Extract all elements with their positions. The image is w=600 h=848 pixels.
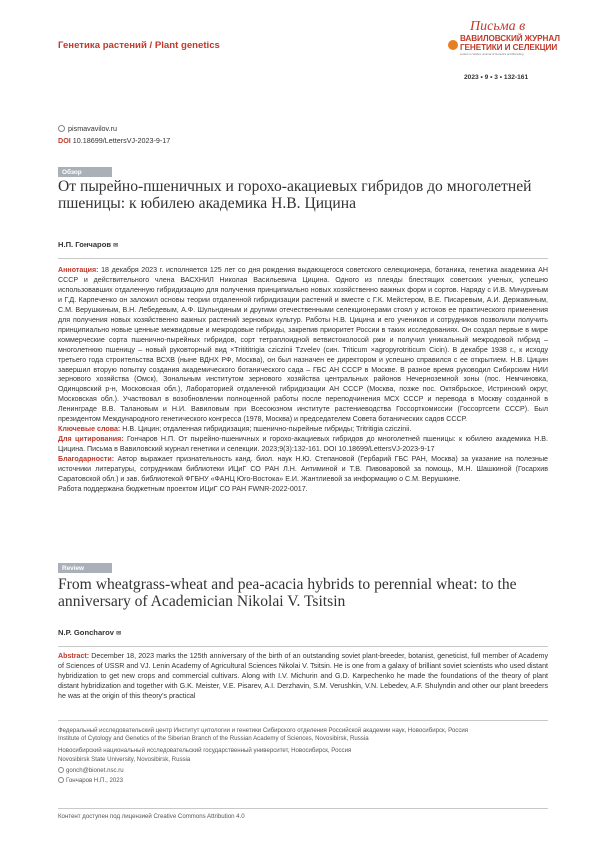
- footer-separator: [58, 808, 548, 809]
- affiliation-1-en: Institute of Cytology and Genetics of the Siberian Branch of the Russian Academy of Sciences, Novosibirsk, Russia: [58, 735, 369, 743]
- affiliation-2-ru: Новосибирский национальный исследовательский государственный университет, Новосибирск, Россия: [58, 747, 352, 755]
- issue-info: 2023 • 9 • 3 • 132-161: [464, 74, 529, 81]
- site-url[interactable]: pismavavilov.ru: [68, 124, 117, 133]
- author-line-ru: [58, 240, 118, 249]
- license-text: Контент доступен под лицензией Creative Commons Attribution 4.0: [58, 813, 245, 820]
- keywords-ru: [58, 425, 548, 435]
- footer-separator: [58, 720, 548, 721]
- abstract-text-en: December 18, 2023 marks the 125th anniversary of the birth of an outstanding soviet plant-breeder, botanist, geneticist, full member of Academy of Sciences of USSR and VJ. Lenin Academy of Agricultural Sciences Nikolai V. Tsitsin. He is one from a galaxy of brilliant soviet scientists who used distant hybridization to get new crops and commercial cultivars. Along with I.V. Michurin and G.D. Karpechenko he made the foundations of the theory of plant distant hybridization and together with G.K. Meister, V.E. Pisarev, A.I. Derzhavin, S.M. Verushkin, V.N. Lebedev, A.F. Shulyndin and other our plant breeders he was at the origin of this theory's practical: [58, 652, 548, 700]
- mail-icon[interactable]: ✉: [113, 243, 119, 249]
- author-name-ru: Н.П. Гончаров: [58, 240, 112, 249]
- copyright-icon: [58, 777, 64, 783]
- doi-label: DOI: [58, 136, 71, 145]
- keywords-label-ru: Ключевые слова:: [58, 425, 121, 434]
- article-type-badge-ru: Обзор: [58, 167, 112, 177]
- doi-line: [58, 136, 170, 145]
- article-title-en: From wheatgrass-wheat and pea-acacia hybrids to perennial wheat: to the anniversary of Academician Nikolai V. Tsitsin: [58, 576, 517, 610]
- abstract-label-ru: Аннотация:: [58, 266, 99, 274]
- acknowledgments-label-ru: Благодарности:: [58, 455, 115, 464]
- copyright-text: Гончаров Н.П., 2023: [66, 777, 124, 785]
- doi-value[interactable]: 10.18699/LettersVJ-2023-9-17: [72, 136, 171, 145]
- copyright-line: [58, 777, 548, 785]
- abstract-en: [58, 652, 548, 712]
- email-line: [58, 767, 548, 775]
- author-line-en: [58, 628, 121, 637]
- abstract-ru: [58, 266, 548, 495]
- citation-ru: [58, 435, 548, 455]
- author-email[interactable]: gonch@bionet.nsc.ru: [66, 766, 124, 774]
- logo-subtitle: Letters to Vavilov Journal of Genetics and Breeding: [460, 52, 524, 56]
- affiliation-2-en: Novosibirsk State University, Novosibirsk, Russia: [58, 755, 191, 763]
- affiliation-1-ru: Федеральный исследовательский центр Институт цитологии и генетики Сибирского отделения Российской академии наук, Новосибирск, Россия: [58, 727, 469, 734]
- abstract-text-ru: 18 декабря 2023 г. исполняется 125 лет со дня рождения выдающегося советского селекционера, ботаника, генетика академика АН СССР и действительного члена ВАСХНИЛ Николая Васильевича Цицина. Одного из плеяды блестящих советских ученых, успешно использовавших отдаленную гибридизацию для получения принципиально новых хозяйственно важных форм и сортов. Наряду с И.В. Мичуриным и Г.Д. Карпеченко он заложил основы теории отдаленной гибридизации растений и вместе с Г.К. Мейстером, В.Е. Писаревым, А.И. Державиным, С.М. Верушкиным, В.Н. Лебедевым, А.Ф. Шульндиным и другими отечественными селекционерами стоял у истоков ее практического применения для получения новых хозяйственно важных растений зерновых культур. Работы Н.В. Цицина и его учеников и сотрудников позволили получить принципиально новые ценные межвидовые и межродовые гибриды, закрепив приоритет России в таких исследованиях. Он создал первые в мире коммерческие сорта пшенично-пырейных гибридов, сорт тетраплоидной ветвистоколосой ржи и получил уникальный межродовой гибрид – многолетнюю пшеницу – новый руковторный вид ×Tritititrigia cziczinii Tzvelev (син. Triticum ×agropyrotriticum Cicin). В декабре 1938 г., к исходу третьего года строительства ВСХВ (ныне ВДНХ РФ, Москва), он был назначен ее директором и успешно справился с ее открытием. Н.В. Цицин завершил вторую попытку создания академического ботанического сада – ГБС АН СССР в Москве. В разное время руководил Сибирским НИИ зернового хозяйства (Омск), Зональным институтом зернового хозяйства центральных районов Нечерноземной зоны (пос. Немчиновка, Одинцовский р-н, Московская обл.), Лабораторией отдаленной гибридизации АН СССР (Москва, позже пос. Октябрьское, Истринский округ, Московская обл.). Участвовал в возобновлении полноценной работы после переподчинения МСХ СССР и перевода в Москву созданной в Ленинграде В.В. Талановым и Н.И. Вавиловым при Всесоюзном институте растениеводства Госсорткомиссии (Госсортсети СССР). Был президентом Международного генетического конгресса (1978, Москва) и председателем Совета ботанических садов СССР.: [58, 266, 548, 424]
- article-type-badge-en: Review: [58, 563, 112, 573]
- globe-icon: [58, 125, 65, 132]
- author-name-en: N.P. Goncharov: [58, 628, 114, 637]
- logo-title-line1: ВАВИЛОВСКИЙ ЖУРНАЛ: [460, 34, 560, 43]
- abstract-paragraph-ru: [58, 266, 548, 425]
- email-icon: [58, 767, 64, 773]
- funding-ru: Работа поддержана бюджетным проектом ИЦиГ СО РАН FWNR-2022-0017.: [58, 484, 308, 493]
- citation-text-ru: Гончаров Н.П. От пырейно-пшеничных и горохо-акациевых гибридов до многолетней пшеницы: к юбилею академика Н.В. Цицина. Письма в Вавиловский журнал генетики и селекции. 2023;9(3):132-161. DOI 10.18699/LettersVJ-2023-9-17: [58, 435, 548, 454]
- acknowledgments-ru: [58, 455, 548, 485]
- separator: [58, 646, 548, 647]
- affiliations: [58, 727, 548, 785]
- mail-icon[interactable]: ✉: [116, 631, 122, 637]
- citation-label-ru: Для цитирования:: [58, 435, 124, 444]
- article-title-ru: От пырейно-пшеничных и горохо-акациевых гибридов до многолетней пшеницы: к юбилею академика Н.В. Цицина: [58, 178, 532, 212]
- logo-title-line2: ГЕНЕТИКИ И СЕЛЕКЦИИ: [460, 43, 558, 52]
- logo-circle-icon: [448, 40, 458, 50]
- journal-section: Генетика растений / Plant genetics: [58, 40, 220, 51]
- journal-logo: [448, 20, 568, 56]
- site-link[interactable]: [58, 124, 117, 133]
- abstract-label-en: Abstract:: [58, 652, 90, 660]
- acknowledgments-text-ru: Автор выражает признательность канд. биол. наук Н.Ю. Степановой (Гербарий ГБС РАН, Москва) за указание на полезные источники литературы, сотрудникам библиотеки ИЦиГ СО РАН Л.Н. Антиминой и Т.В. Пивоваровой за помощь, М.Н. Шашкиной (Госархив Саратовской обл.) и зав. библиотекой ФГБНУ «ФАНЦ Юго-Востока» Е.И. Жантлиевой за информацию о С.М. Верушкине.: [58, 455, 548, 484]
- keywords-text-ru: Н.В. Цицин; отдаленная гибридизация; пшенично-пырейные гибриды; Tritritigia cziczinii.: [120, 425, 412, 434]
- separator: [58, 258, 548, 259]
- logo-pisma: Письма в: [470, 19, 526, 34]
